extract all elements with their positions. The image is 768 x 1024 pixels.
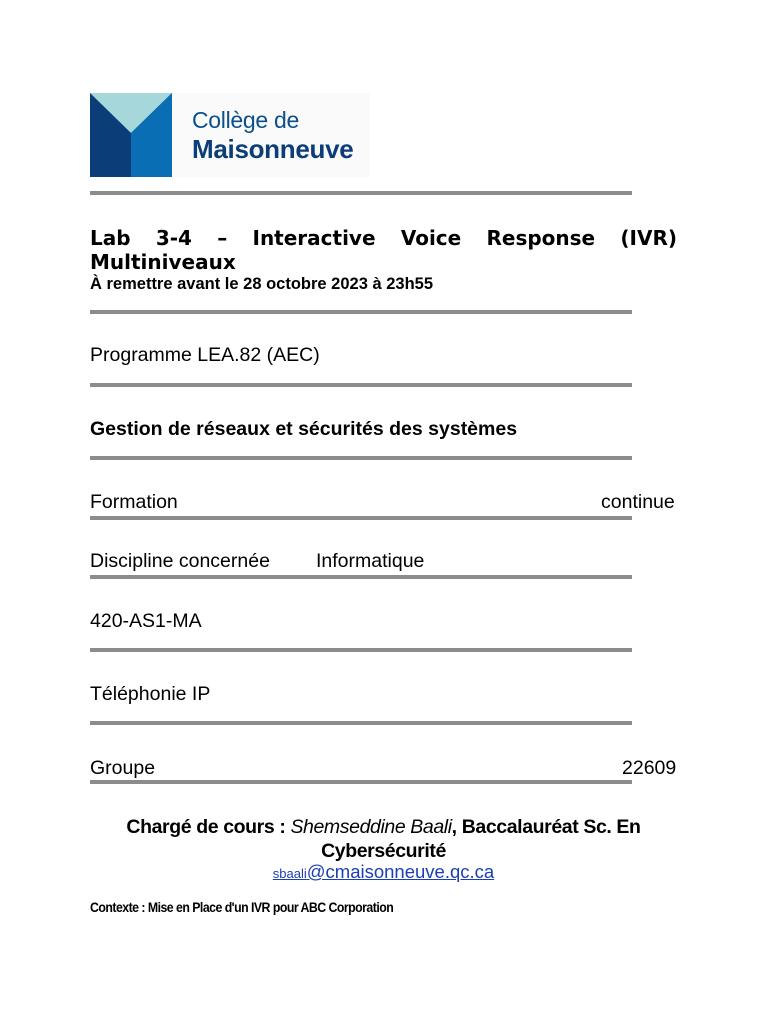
course-title: Gestion de réseaux et sécurités des systèmes (90, 418, 518, 440)
course-subject: Téléphonie IP (90, 683, 211, 705)
college-logo (90, 93, 370, 177)
title-word: – (217, 226, 228, 250)
divider (90, 780, 632, 784)
formation-value: continue (601, 491, 675, 513)
document-title-line2: Multiniveaux (90, 250, 236, 274)
divider (90, 516, 632, 520)
divider (90, 310, 632, 314)
divider (90, 648, 632, 652)
title-word: (IVR) (620, 226, 677, 250)
discipline-label: Discipline concernée (90, 550, 270, 572)
email-domain: @cmaisonneuve.qc.ca (306, 861, 495, 882)
email-user: sbaali (272, 866, 307, 881)
title-word: 3-4 (155, 226, 192, 250)
college-logo-mark-icon (90, 93, 172, 177)
document-title-line1 (90, 226, 677, 250)
instructor-info (90, 815, 677, 863)
groupe-value: 22609 (622, 757, 677, 779)
divider (90, 721, 632, 725)
due-date: À remettre avant le 28 octobre 2023 à 23h55 (90, 275, 434, 293)
discipline-value: Informatique (316, 550, 425, 572)
logo-text-line2: Maisonneuve (192, 134, 354, 164)
programme-name: Programme LEA.82 (AEC) (90, 344, 320, 366)
instructor-label: Chargé de cours : (126, 816, 291, 838)
instructor-separator: , (451, 816, 462, 838)
logo-text-line1: Collège de (192, 107, 299, 133)
context-heading: Contexte : Mise en Place d'un IVR pour ABC Corporation (90, 899, 394, 915)
course-code: 420-AS1-MA (90, 610, 202, 632)
instructor-name: Shemseddine Baali (290, 816, 452, 838)
groupe-label: Groupe (90, 757, 156, 779)
title-word: Interactive (252, 226, 376, 250)
divider (90, 456, 632, 460)
title-word: Lab (90, 226, 131, 250)
divider (90, 383, 632, 387)
divider (90, 575, 632, 579)
title-word: Voice (400, 226, 462, 250)
divider (90, 191, 632, 195)
title-word: Response (486, 226, 596, 250)
formation-label: Formation (90, 491, 178, 513)
instructor-degree: Baccalauréat Sc. En Cybersécurité (321, 816, 641, 862)
instructor-email-link[interactable] (90, 861, 677, 883)
